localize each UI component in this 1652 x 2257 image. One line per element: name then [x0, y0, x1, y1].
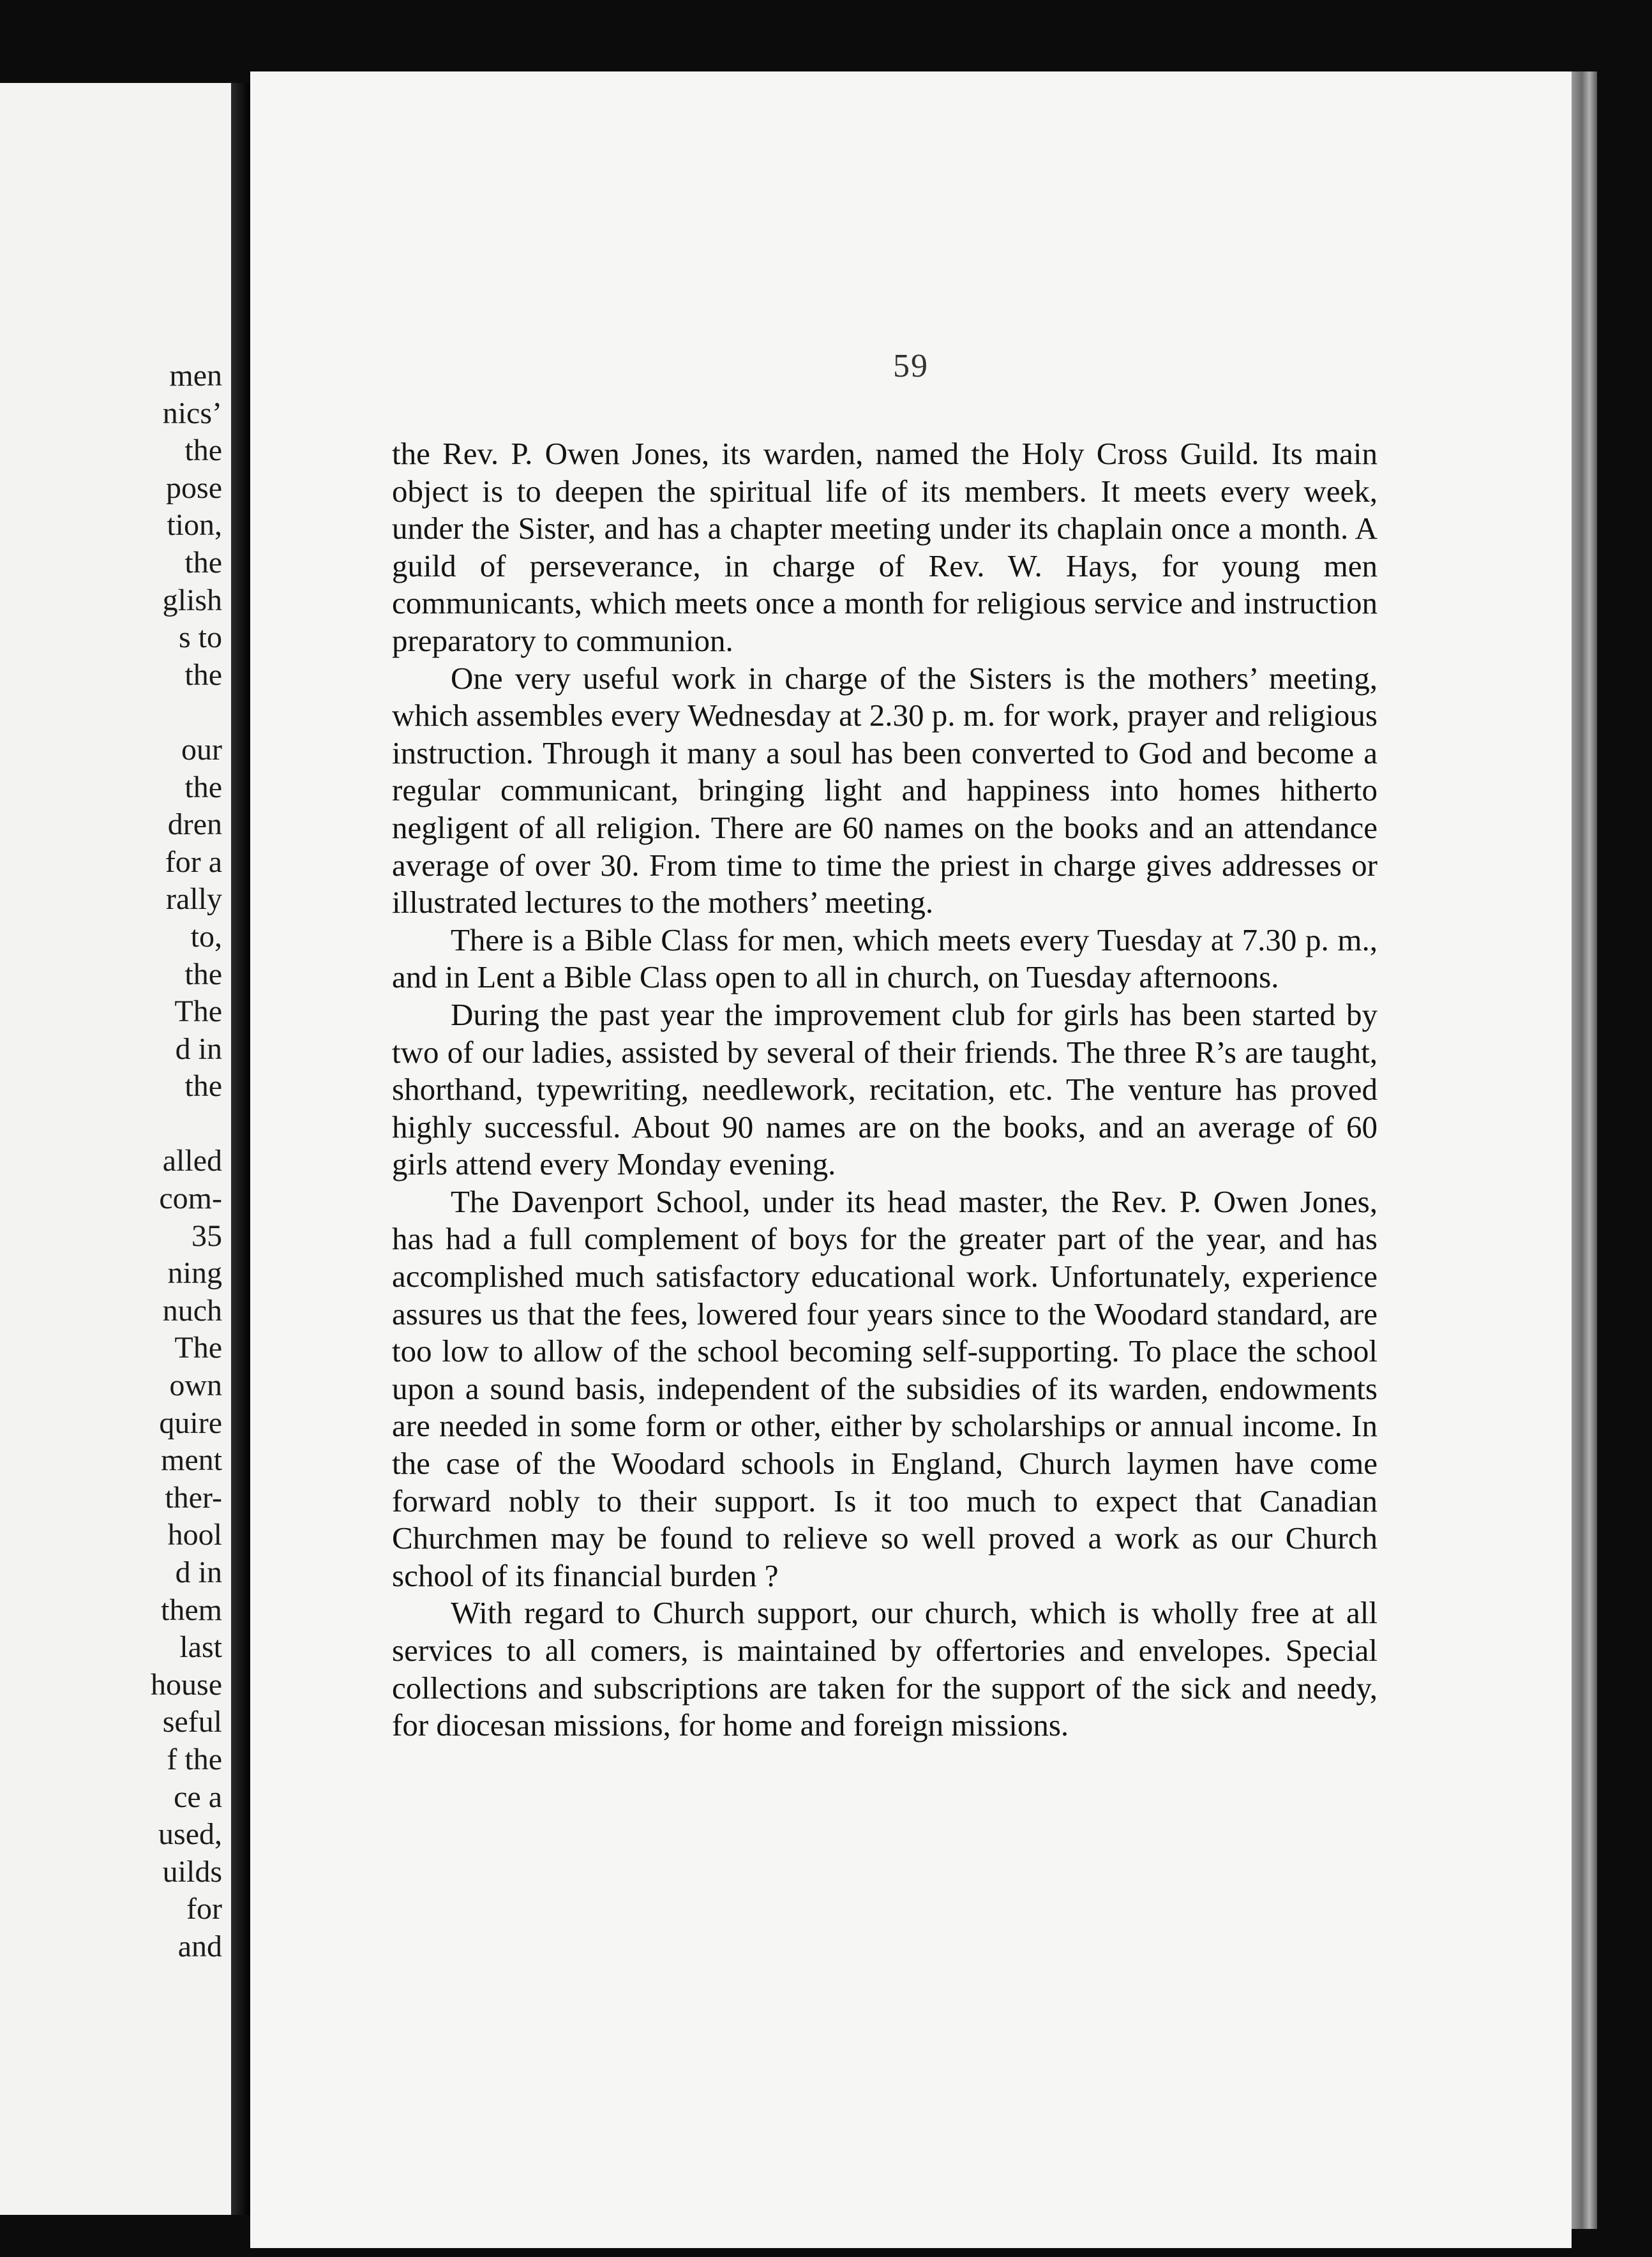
left-fragment-line: nics’ [162, 396, 222, 430]
left-fragment-line: for a [165, 844, 222, 879]
left-fragment-line: nuch [162, 1293, 222, 1328]
left-fragment-line: alled [162, 1144, 222, 1178]
left-fragment-line: men [169, 359, 222, 393]
left-fragment-line: quire [159, 1406, 222, 1440]
left-fragment-line: tion, [167, 508, 222, 543]
left-fragment-line: used, [158, 1817, 222, 1852]
paragraph: The Davenport School, under its head master, the Rev. P. Owen Jones, has had a full complement of boys for the greater part of the year, and has accomplished much satisfactory educational work. Unfortunately, experience assures us that the fees, lowered four years since to the Woodard standard, are too low to allow of the school becoming self-supporting. To place the school upon a sound basis, independent of the subsidies of its warden, endowments are needed in some form or other, either by scholarships or annual income. In the case of the Woodard schools in England, Church laymen have come forward nobly to their support. Is it too much to expect that Canadian Churchmen may be found to relieve so well proved a work as our Church school of its financial burden ? [392, 1183, 1378, 1593]
left-fragment-line: 35 [191, 1218, 222, 1253]
right-page [250, 71, 1572, 2248]
left-fragment-line: dren [167, 807, 222, 842]
left-fragment-line: our [181, 732, 222, 767]
left-fragment-line: the [184, 433, 222, 468]
left-fragment-line: for [186, 1892, 222, 1926]
left-fragment-line: d in [175, 1031, 222, 1066]
paragraph: During the past year the improvement club for girls has been started by two of our ladies, assisted by several of their friends. The three R’s are taught, shorthand, typewriting, needlework, recitation, etc. The venture has proved highly successful. About 90 names are on the books, and an average of 60 girls attend every Monday evening. [392, 996, 1378, 1182]
left-fragment-line [5, 1106, 222, 1143]
paragraph: One very useful work in charge of the Sisters is the mothers’ meeting, which assembles every Wednesday at 2.30 p. m. for work, prayer and religious instruction. Through it many a soul has been converted to God and become a regular communicant, bringing light and happiness into homes hitherto negligent of all religion. There are 60 names on the books and an attendance average of over 30. From time to time the priest in charge gives addresses or illustrated lectures to the mothers’ meeting. [392, 660, 1378, 920]
left-fragment-line: s to [178, 620, 222, 655]
left-fragment-line: hool [167, 1518, 222, 1552]
left-fragment-line: ning [167, 1256, 222, 1291]
left-fragment-line: last [179, 1630, 222, 1665]
left-fragment-line: ce a [174, 1780, 222, 1814]
paragraph: With regard to Church support, our church, which is wholly free at all services to all comers, is maintained by offertories and envelopes. Special collections and subscriptions are taken for the support of the sick and needy, for diocesan missions, for home and foreign missions. [392, 1595, 1378, 1743]
left-fragment-line: d in [175, 1556, 222, 1589]
left-fragment-line: the [184, 1069, 222, 1104]
left-fragment-line: the [184, 957, 222, 991]
page-number: 59 [893, 348, 929, 384]
book-gutter [231, 83, 250, 2215]
left-fragment-line: pose [166, 470, 222, 505]
left-fragment-line: rally [166, 882, 222, 917]
left-fragment-line: and [177, 1929, 222, 1963]
body-text [392, 435, 1378, 1744]
left-fragment-line: seful [162, 1705, 222, 1739]
paragraph: the Rev. P. Owen Jones, its warden, named the Holy Cross Guild. Its main object is to deepen the spiritual life of its members. It meets every week, under the Sister, and has a chapter meeting under its chaplain once a month. A guild of perseverance, in charge of Rev. W. Hays, for young men communicants, which meets once a month for religious service and instruction preparatory to communion. [392, 436, 1378, 658]
left-fragment-line: them [161, 1593, 222, 1627]
left-fragment-line: house [151, 1667, 222, 1702]
left-page-text-fragments [5, 357, 222, 1966]
left-fragment-line: f the [167, 1742, 222, 1776]
left-fragment-line: to, [190, 919, 222, 954]
left-fragment-line: ment [161, 1443, 222, 1478]
left-fragment-line: The [174, 1331, 222, 1365]
left-fragment-line: own [169, 1368, 222, 1403]
left-fragment-line: the [184, 545, 222, 580]
left-fragment-line: glish [162, 583, 222, 617]
left-fragment-line: ther- [165, 1480, 222, 1515]
left-fragment-line: The [174, 994, 222, 1029]
left-fragment-line: uilds [162, 1854, 222, 1889]
left-facing-page [0, 83, 231, 2215]
left-fragment-line [5, 694, 222, 731]
left-fragment-line: the [184, 770, 222, 804]
page-stack-edge [1572, 71, 1597, 2229]
paragraph: There is a Bible Class for men, which meets every Tuesday at 7.30 p. m., and in Lent a Bible Class open to all in church, on Tuesday afternoons. [392, 922, 1378, 995]
left-fragment-line: com- [159, 1181, 222, 1216]
left-fragment-line: the [184, 657, 222, 692]
